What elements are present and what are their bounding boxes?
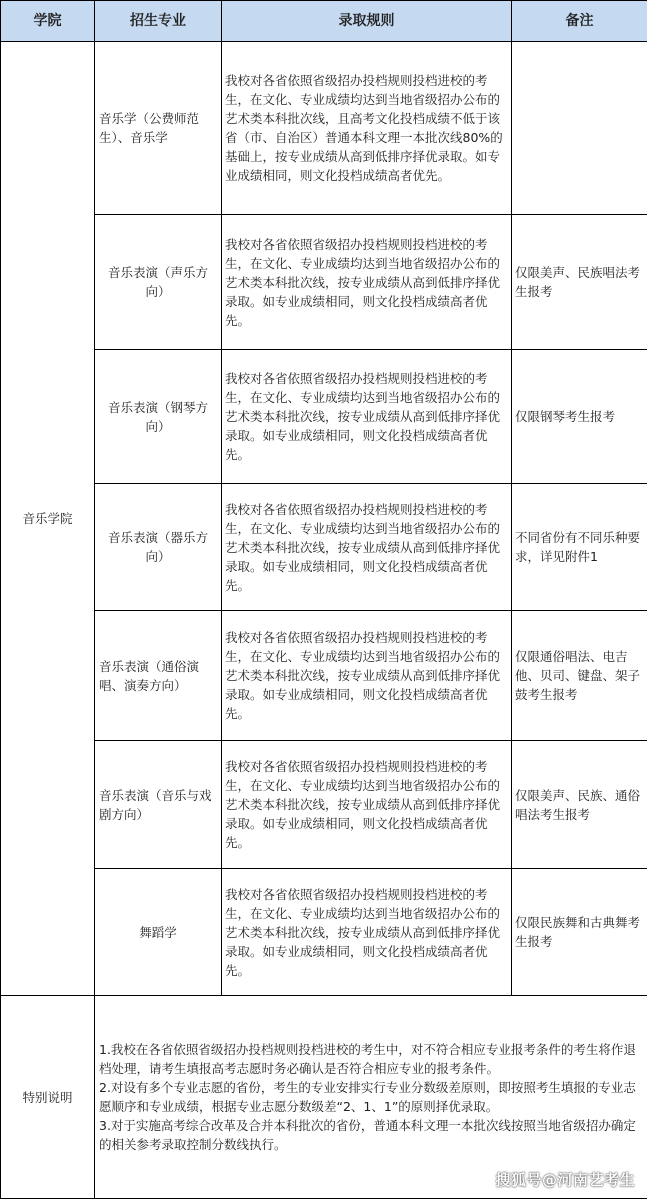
major-cell: 音乐表演（器乐方向）: [95, 484, 222, 611]
special-note-item: 1.我校在各省依照省级招办投档规则投档进校的考生中，对不符合相应专业报考条件的考生将作退档处理，请考生填报高考志愿时务必确认是否符合相应专业的报考条件。: [99, 1040, 641, 1078]
major-cell: 音乐表演（钢琴方向）: [95, 350, 222, 484]
note-cell: 仅限美声、民族唱法考生报考: [512, 215, 647, 350]
note-cell: 不同省份有不同乐种要求，详见附件1: [512, 484, 647, 611]
college-cell: 音乐学院: [1, 42, 95, 996]
header-major: 招生专业: [95, 1, 222, 42]
major-cell: 舞蹈学: [95, 869, 222, 996]
watermark: 搜狐号@河南艺考生: [495, 1169, 635, 1190]
header-row: [1, 1, 647, 42]
header-note: 备注: [512, 1, 647, 42]
rule-cell: 我校对各省依照省级招办投档规则投档进校的考生，在文化、专业成绩均达到当地省级招办公布的艺术类本科批次线，按专业成绩从高到低排序择优录取。如专业成绩相同，则文化投档成绩高者优先。: [222, 611, 512, 741]
note-cell: 仅限钢琴考生报考: [512, 350, 647, 484]
table-row: [1, 611, 647, 741]
special-note-item: 2.对设有多个专业志愿的省份，考生的专业安排实行专业分数级差原则，即按照考生填报的专业志愿顺序和专业成绩，根据专业志愿分数级差“2、1、1”的原则择优录取。: [99, 1078, 641, 1116]
major-cell: 音乐表演（通俗演唱、演奏方向）: [95, 611, 222, 741]
major-cell: 音乐学（公费师范生）、音乐学: [95, 42, 222, 215]
special-note-item: 3.对于实施高考综合改革及合并本科批次的省份，普通本科文理一本批次线按照当地省级招办确定的相关参考录取控制分数线执行。: [99, 1116, 641, 1154]
note-cell: 仅限美声、民族、通俗唱法考生报考: [512, 741, 647, 869]
rule-cell: 我校对各省依照省级招办投档规则投档进校的考生，在文化、专业成绩均达到当地省级招办公布的艺术类本科批次线，按专业成绩从高到低排序择优录取。如专业成绩相同，则文化投档成绩高者优先。: [222, 350, 512, 484]
table-row: [1, 741, 647, 869]
table-row: [1, 484, 647, 611]
header-rule: 录取规则: [222, 1, 512, 42]
header-college: 学院: [1, 1, 95, 42]
rule-cell: 我校对各省依照省级招办投档规则投档进校的考生，在文化、专业成绩均达到当地省级招办公布的艺术类本科批次线，按专业成绩从高到低排序择优录取。如专业成绩相同，则文化投档成绩高者优先。: [222, 484, 512, 611]
special-label: 特别说明: [1, 996, 95, 1199]
table-row: [1, 42, 647, 215]
table-row: [1, 215, 647, 350]
rule-cell: 我校对各省依照省级招办投档规则投档进校的考生，在文化、专业成绩均达到当地省级招办公布的艺术类本科批次线，按专业成绩从高到低排序择优录取。如专业成绩相同，则文化投档成绩高者优先。: [222, 215, 512, 350]
note-cell: 仅限通俗唱法、电吉他、贝司、键盘、架子鼓考生报考: [512, 611, 647, 741]
table-row: [1, 350, 647, 484]
table-row: [1, 869, 647, 996]
note-cell: [512, 42, 647, 215]
major-cell: 音乐表演（声乐方向）: [95, 215, 222, 350]
rule-cell: 我校对各省依照省级招办投档规则投档进校的考生，在文化、专业成绩均达到当地省级招办公布的艺术类本科批次线，按专业成绩从高到低排序择优录取。如专业成绩相同，则文化投档成绩高者优先。: [222, 869, 512, 996]
major-cell: 音乐表演（音乐与戏剧方向）: [95, 741, 222, 869]
note-cell: 仅限民族舞和古典舞考生报考: [512, 869, 647, 996]
rule-cell: 我校对各省依照省级招办投档规则投档进校的考生，在文化、专业成绩均达到当地省级招办公布的艺术类本科批次线，按专业成绩从高到低排序择优录取。如专业成绩相同，则文化投档成绩高者优先。: [222, 741, 512, 869]
rule-cell: 我校对各省依照省级招办投档规则投档进校的考生，在文化、专业成绩均达到当地省级招办公布的艺术类本科批次线，且高考文化投档成绩不低于该省（市、自治区）普通本科文理一本批次线80%的基础上，按专业成绩从高到低排序择优录取。如专业成绩相同，则文化投档成绩高者优先。: [222, 42, 512, 215]
